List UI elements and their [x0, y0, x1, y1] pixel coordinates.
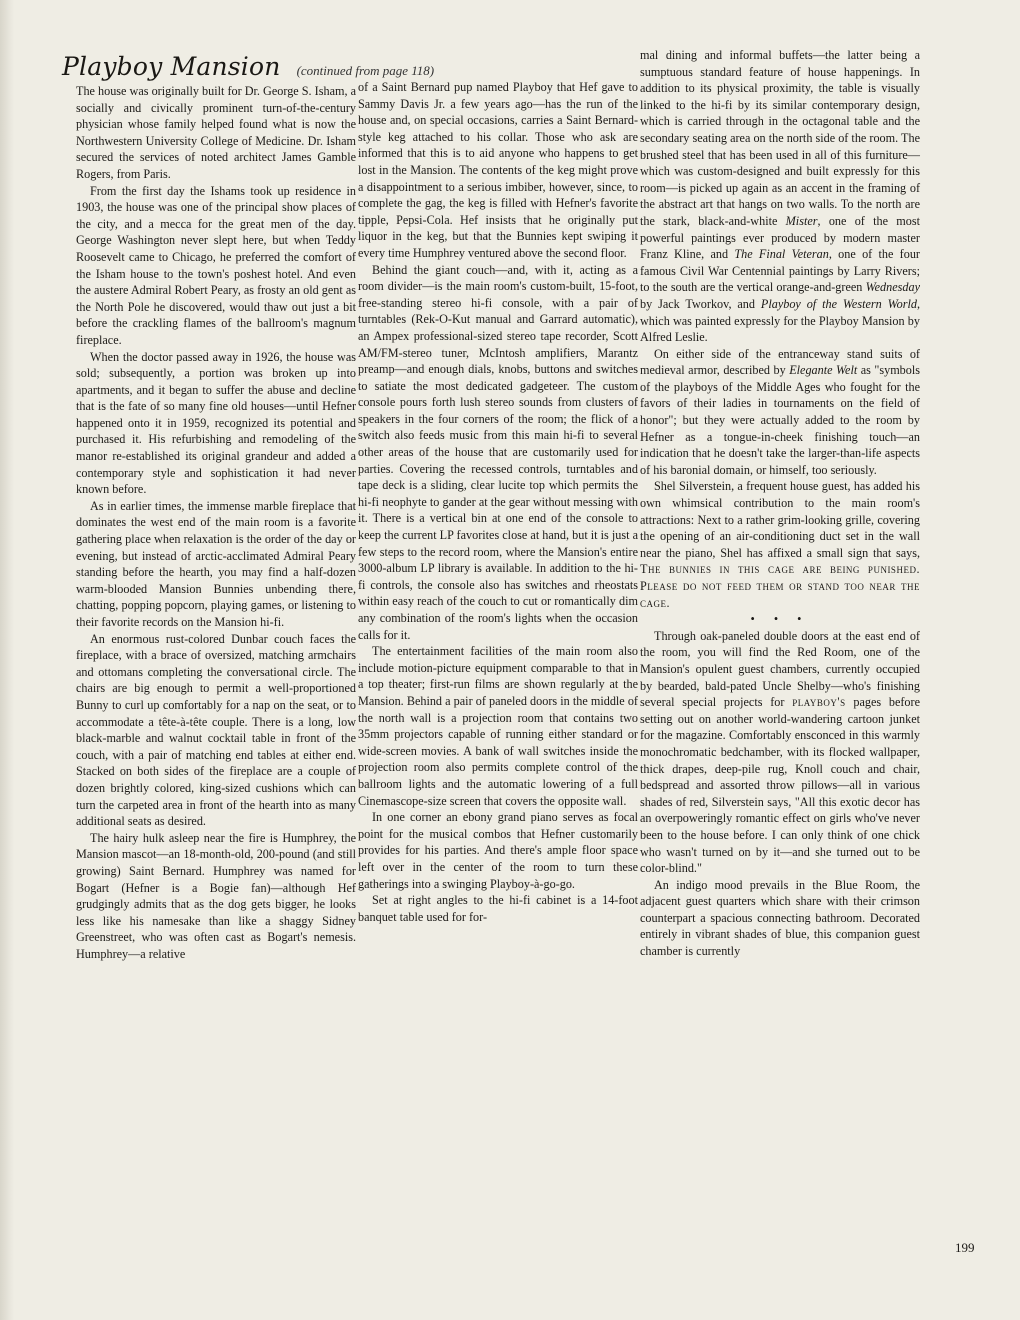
paragraph: Set at right angles to the hi-fi cabinet is a 14-foot banquet table used for for- — [358, 893, 638, 924]
text-column-2 — [358, 79, 638, 925]
publication-title: Elegante Welt — [789, 363, 858, 378]
paragraph: The house was originally built for Dr. George S. Isham, a socially and civically prominent turn-of-the-century physician whose family helped found what is now the Northwestern University College of Medicine. Dr. Isham secured the services of noted architect James Gamble Rogers, from Paris. — [76, 84, 356, 181]
paragraph: The entertainment facilities of the main room also include motion-picture equipment comparable to that in a top theater; first-run films are shown regularly at the Mansion. Behind a pair of paneled doors in the middle of the north wall is a projection room that contains two 35mm projectors capable of running either standard or wide-screen movies. A bank of wall switches inside the projection room also permits complete control of the ballroom lights and the automatic lowering of a full Cinemascope-size screen that covers the opposite wall. — [358, 644, 638, 808]
text-run: by Jack Tworkov, and — [640, 296, 761, 311]
text-run: , which was painted expressly for the Playboy Mansion by Alfred Leslie. — [640, 296, 920, 345]
text-run: On either side of the entranceway stand suits of medieval armor, described by — [640, 346, 920, 378]
paragraph: An enormous rust-colored Dunbar couch faces the fireplace, with a brace of oversized, matching armchairs and ottomans completing the conversational circle. The chairs are big enough to permit a well-proportioned Bunny to curl up comfortably for a nap on the seat, or to accommodate a tête-à-tête couple. There is a long, low black-marble and walnut cocktail table in front of the couch, with a pair of matching end tables at either end. Stacked on both sides of the fireplace are a couple of dozen brightly colored, king-sized cushions which can turn the carpeted area in front of the hearth into as many additional seats as desired. — [76, 631, 356, 829]
paragraph: As in earlier times, the immense marble fireplace that dominates the west end of the main room is a favorite gathering place when relaxation is the order of the day or evening, but instead of arctic-acclimated Admiral Peary standing before the hearth, you may find a half-dozen warm-blooded Mansion Bunnies unbending there, chatting, popping popcorn, playing games, or listening to their favorite records on the Mansion hi-fi. — [76, 498, 356, 629]
paragraph: An indigo mood prevails in the Blue Room, the adjacent guest quarters which share with their crimson counterpart a spacious connecting bathroom. Decorated entirely in vibrant shades of blue, this companion guest chamber is currently — [640, 877, 920, 959]
paragraph — [640, 47, 920, 346]
text-column-1 — [76, 83, 356, 962]
article-heading — [62, 52, 434, 81]
paragraph: When the doctor passed away in 1926, the house was sold; subsequently, a portion was broken up into apartments, and it began to suffer the abuse and decline that is the fate of so many fine old houses—until Hefner happened onto it in 1959, recognized its potential and purchased it. His refurbishing and remodeling of the manor re-established its original grandeur and added a contemporary style and sophistication it had never known before. — [76, 349, 356, 497]
artwork-title: Mister — [785, 213, 818, 228]
text-run: , one of the four famous Civil War Centennial paintings by Larry Rivers; to the south are the vertical orange-and-green — [640, 247, 920, 295]
text-run: , one of the most powerful paintings ever produced by modern master Franz Kline, and — [640, 213, 920, 262]
page-number: 199 — [955, 1240, 975, 1255]
paragraph: In one corner an ebony grand piano serves as focal point for the musical combos that Hefner customarily provides for his parties. And there's ample floor space left over in the center of the room to turn these gatherings into a swinging Playboy-à-go-go. — [358, 810, 638, 891]
article-title: Playboy Mansion — [62, 52, 281, 81]
artwork-title: Playboy of the Western World — [760, 296, 917, 311]
paragraph — [640, 478, 920, 611]
text-run: mal dining and informal buffets—the latter being a sumptuous standard feature of house happenings. In addition to its physical proximity, the table is visually linked to the hi-fi by its similar contemporary design, which is carried through in the octagonal table and the secondary seating area on the north side of the room. The brushed steel that has been used in all of this furniture—which was custom-designed and built expressly for this room—is picked up again as an accent in the framing of the abstract art that hangs on two walls. To the north are the stark, black-and-white — [640, 48, 920, 228]
paragraph: of a Saint Bernard pup named Playboy that Hef gave to Sammy Davis Jr. a few years ago—has the run of the house and, on special occasions, carries a Saint Bernard-style keg attached to his collar. Those who ask are informed that this is to aid anyone who happens to get lost in the Mansion. The contents of the keg might prove a disappointment to a serious imbiber, however, since, to complete the gag, the keg is filled with Hefner's favorite tipple, Pepsi-Cola. Hef insists that he originally put liquor in the keg, but that the Bunnies kept swiping it every time Humphrey ventured above the second floor. — [358, 80, 638, 260]
paragraph — [640, 628, 920, 877]
text-run: Shel Silverstein, a frequent house guest, has added his own whimsical contribution to the main room's attractions: Next to a rather grim-looking grille, covering the opening of an air-conditioning duct set in the wall near the piano, Shel has affixed a small sign that says, — [640, 479, 920, 560]
page-edge — [0, 0, 14, 1320]
text-column-3 — [640, 47, 920, 960]
paragraph: The hairy hulk asleep near the fire is Humphrey, the Mansion mascot—an 18-month-old, 200-pound (and still growing) Saint Bernard. Humphrey was named for Bogart (Hefner is a Bogie fan)—although Hef grudgingly admits that as the dog gets bigger, he looks less like his namesake than like a shaggy Sidney Greenstreet, who was often cast as Bogart's nemesis. Humphrey—a relative — [76, 830, 356, 961]
sign-text: The bunnies in this cage are being punished. Please do not feed them or stand too near the cage. — [640, 562, 920, 610]
paragraph: From the first day the Ishams took up residence in 1903, the house was one of the principal show places of the city, and a mecca for the great men of the day. George Washington never slept here, but when Teddy Roosevelt came to Chicago, he preferred the comfort of the Isham house to the town's poshest hotel. And even the austere Admiral Robert Peary, as frosty an old gent as the North Pole he discovered, would thaw out just a bit before the crackling flames of the ballroom's magnum fireplace. — [76, 183, 356, 347]
artwork-title: Wednesday — [865, 280, 920, 295]
paragraph — [640, 346, 920, 479]
section-separator: • • • — [750, 612, 810, 627]
text-run: as "symbols of the playboys of the Middle Ages who fought for the favors of their ladies in tournaments on the field of honor"; but they were actually added to the room by Hefner as a tongue-in-cheek finishing touch—an indication that he doesn't take the larger-than-life aspects of his baronial domain, or himself, too seriously. — [640, 363, 920, 477]
text-run: pages before setting out on another world-wandering cartoon junket for the magazine. Comfortably ensconced in this warmly monochromatic bedchamber, with its flocked wallpaper, thick drapes, deep-pile rug, Knoll couch and chair, bedspread and assorted throw pillows—all in various shades of red, Silverstein says, "All this exotic decor has an overpoweringly romantic effect on girls who've never been to the house before. I can only think of one chick who wasn't turned on by it—and she turned out to be color-blind." — [640, 695, 920, 876]
text-run: Through oak-paneled double doors at the east end of the room, you will find the Red Room, one of the Mansion's opulent guest chambers, currently occupied by bearded, bald-pated Uncle Shelby—who's finishing several special projects for — [640, 628, 920, 710]
paragraph: Behind the giant couch—and, with it, acting as a room divider—is the main room's custom-built, 15-foot, free-standing stereo hi-fi console, with a pair of turntables (Rek-O-Kut manual and Garrard automatic), an Ampex professional-sized stereo tape recorder, Scott AM/FM-stereo tuner, McIntosh amplifiers, Marantz preamp—and enough dials, knobs, buttons and switches to satiate the most dedicated gadgeteer. The custom console pours forth lush stereo sounds from clusters of speakers in the four corners of the room; the flick of a switch also feeds music from this main hi-fi to several other areas of the house that are customarily used for parties. Covering the recessed controls, turntables and tape deck is a sliding, clear lucite top which permits the hi-fi neophyte to gander at the gear without messing with it. There is a vertical bin at one end of the console to keep the current LP favorites close at hand, but it is just a few steps to the record room, where the Mansion's entire 3000-album LP library is available. In addition to the hi-fi controls, the console also has switches and rheostats within easy reach of the couch to cut or romantically dim any combination of the room's lights when the occasion calls for it. — [358, 262, 638, 642]
magazine-name: playboy's — [792, 695, 846, 710]
continued-note: (continued from page 118) — [296, 63, 435, 78]
artwork-title: The Final Veteran — [734, 247, 829, 262]
